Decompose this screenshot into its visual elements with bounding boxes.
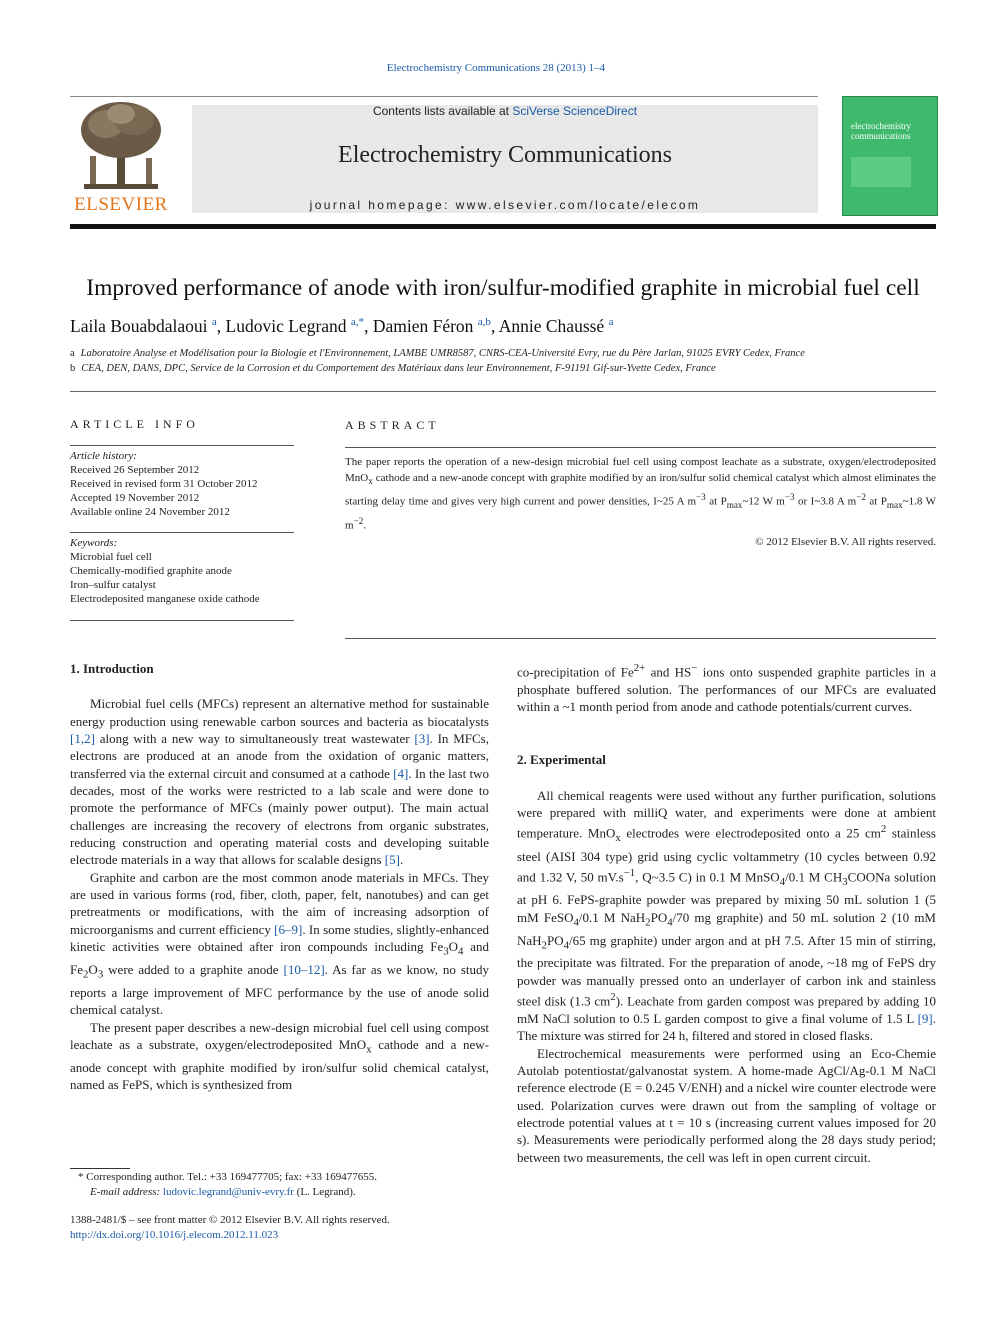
citation-link[interactable]: [3] bbox=[414, 731, 430, 747]
author-name: Laila Bouabdalaoui bbox=[70, 316, 208, 336]
email-suffix: (L. Legrand). bbox=[296, 1186, 356, 1198]
publisher-logo-text: ELSEVIER bbox=[74, 194, 168, 215]
asterisk-icon: * bbox=[78, 1171, 87, 1183]
section-heading-experimental: 2. Experimental bbox=[517, 752, 606, 768]
issn-line: 1388-2481/$ – see front matter © 2012 Elsevier B.V. All rights reserved. bbox=[70, 1214, 390, 1226]
divider bbox=[345, 638, 936, 639]
article-info bbox=[70, 417, 294, 621]
history-item: Available online 24 November 2012 bbox=[70, 506, 230, 519]
header-thick-rule bbox=[70, 224, 936, 229]
author-name: Ludovic Legrand bbox=[225, 316, 347, 336]
author-name: Damien Féron bbox=[372, 316, 474, 336]
keyword: Iron–sulfur catalyst bbox=[70, 578, 156, 591]
author-affiliation-mark[interactable]: a,* bbox=[350, 316, 365, 329]
keyword: Electrodeposited manganese oxide cathode bbox=[70, 592, 260, 605]
contents-prefix: Contents lists available at bbox=[372, 104, 513, 118]
affiliation bbox=[70, 363, 716, 374]
keyword: Microbial fuel cell bbox=[70, 550, 152, 563]
author-affiliation-mark[interactable]: a bbox=[211, 316, 217, 329]
paragraph: Graphite and carbon are the most common anode materials in MFCs. They are used in various forms (rod, fiber, cloth, paper, felt, nanotubes) and can get pretreatments or modifications, with the aim of increasing adsorption of microorganisms and current efficiency [6–9]. In some studies, slightly-enhanced kinetic activities were obtained after iron compounds including $Fe_3O_4$ and $Fe_2O_3$ were added to a graphite anode [10–12]. As far as we know, no study reports a large improvement of MFC performance by the use of anode solid chemical catalyst. bbox=[70, 869, 490, 1018]
corresponding-text: Corresponding author. Tel.: +33 169477705; fax: +33 169477655. bbox=[86, 1171, 377, 1183]
abstract bbox=[345, 417, 936, 639]
body-column-left bbox=[70, 660, 489, 1094]
sciencedirect-link[interactable]: SciVerse ScienceDirect bbox=[512, 104, 638, 118]
header-top-rule bbox=[70, 96, 818, 97]
author-affiliation-mark[interactable]: a,b bbox=[477, 316, 491, 329]
history-item: Accepted 19 November 2012 bbox=[70, 492, 200, 505]
journal-title: Electrochemistry Communications bbox=[338, 142, 672, 168]
history-item: Received 26 September 2012 bbox=[70, 464, 200, 477]
keyword: Chemically-modified graphite anode bbox=[70, 564, 232, 577]
paragraph: The present paper describes a new-design microbial fuel cell using compost leachate as a substrate, oxygen/electrodeposited MnO$_x$ cathode and a new-anode concept with graphite modified by iron/sulfur solid chemical catalyst, named as FePS, which is synthesized from bbox=[70, 1019, 489, 1093]
affiliation-mark: a bbox=[70, 348, 75, 359]
citation-link[interactable]: [6–9] bbox=[274, 921, 303, 937]
divider bbox=[70, 532, 294, 533]
citation-link[interactable]: [1,2] bbox=[70, 731, 95, 747]
abstract-text: The paper reports the operation of a new-design microbial fuel cell using compost leachate as a substrate, oxygen/electrodeposited MnO$_x$ cathode and a new-anode concept with graphite modified by an iron/sulfur solid chemical catalyst which almost eliminates the starting delay time and gives very high current and power densities, I~25 A $m^{-3}$ at $P_{max}\sim 12$ W $m^{-3}$ or I~3.8 A $m^{-2}$ at $P_{max}\sim 1.8$ W $m^{-2}$. bbox=[345, 456, 936, 532]
paragraph: All chemical reagents were used without any further purification, solutions were prepared with milliQ water, and experiments were done at ambient temperature. MnO$_x$ electrodes were electrodeposited onto a 25 $cm^2$ stainless steel (AISI 304 type) grid using cyclic voltammetry (10 cycles between 0.92 and 1.32 V, 50 $mV.s^{-1}$, Q~3.5 C) in 0.1 M MnSO$_4$/0.1 M $CH_3COONa$ solution at pH 6. FePS-graphite powder was prepared by mixing 50 mL solution 1 (5 mM FeSO$_4$/0.1 M $NaH_2PO_4/70$ mg graphite) and 50 mL solution 2 (10 mM $NaH_2PO_4/65$ mg graphite) under argon and at pH 7.5. After 15 min of stirring, the precipitate was filtrated. For the preparation of anode, ~18 mg of FePS dry powder was manually pressed onto an underlayer of carbon ink and stainless steel disk (1.3 $cm^2$). Leachate from garden compost was prepared by adding 10 mM NaCl solution to 0.5 L garden compost to give a final volume of 1.5 L [9]. The mixture was stirred for 24 h, filtered and stored in closed flasks. bbox=[517, 787, 936, 1044]
email-line bbox=[70, 1185, 489, 1200]
footnote bbox=[70, 1170, 489, 1200]
cover-decoration bbox=[851, 157, 911, 187]
tree-icon bbox=[70, 96, 172, 192]
info-top-rule bbox=[70, 391, 936, 392]
divider bbox=[70, 620, 294, 621]
email-link[interactable]: ludovic.legrand@univ-evry.fr bbox=[162, 1186, 294, 1198]
footnote-rule bbox=[70, 1168, 130, 1169]
citation-link[interactable]: [5] bbox=[384, 852, 400, 868]
author-list: Laila Bouabdalaoui $^a$, Ludovic Legrand $^{a,*}$, Damien Féron $^{a,b}$, Annie Chaussé $^a$ bbox=[70, 316, 614, 336]
article-info-heading: ARTICLE INFO bbox=[70, 417, 199, 431]
history-item: Received in revised form 31 October 2012 bbox=[70, 478, 258, 491]
journal-homepage[interactable]: journal homepage: www.elsevier.com/locate/elecom bbox=[309, 198, 701, 212]
journal-reference[interactable]: Electrochemistry Communications 28 (2013) 1–4 bbox=[386, 62, 606, 74]
divider bbox=[70, 445, 294, 446]
abstract-copyright: © 2012 Elsevier B.V. All rights reserved. bbox=[755, 535, 936, 548]
doi-link[interactable]: http://dx.doi.org/10.1016/j.elecom.2012.11.023 bbox=[70, 1229, 279, 1241]
keywords-label: Keywords: bbox=[70, 536, 118, 549]
paragraph: Microbial fuel cells (MFCs) represent an alternative method for sustainable energy production using renewable carbon sources and bacteria as biocatalysts [1,2] along with a new way to simultaneously treat wastewater [3]. In MFCs, electrons are produced at an anode from the oxidation of organic matters, transferred via the external circuit and consumed at a cathode [4]. In the last two decades, most of the works were restricted to a lab scale and were done to promote the performance of MFCs (mainly power output). The main actual challenges are increasing the recovery of electrons from organic substrates, reducing construction and operating material costs and developing suitable electrode materials in a way that allows for scalable designs [5]. bbox=[70, 696, 490, 868]
author-name: Annie Chaussé bbox=[498, 316, 605, 336]
affiliation bbox=[70, 348, 805, 359]
divider bbox=[345, 447, 936, 448]
citation-link[interactable]: [10–12] bbox=[283, 962, 325, 978]
affiliation-mark: b bbox=[70, 363, 76, 374]
cover-title: electrochemistry communications bbox=[851, 121, 911, 141]
corresponding-author-note bbox=[70, 1170, 489, 1185]
affiliation-text: CEA, DEN, DANS, DPC, Service de la Corrosion et du Comportement des Matériaux dans leur Environnement, F-91191 Gif-sur-Yvette Cedex, France bbox=[81, 363, 716, 374]
citation-link[interactable]: [9] bbox=[917, 1010, 933, 1026]
email-label: E-mail address: bbox=[90, 1186, 161, 1198]
contents-line bbox=[192, 104, 818, 118]
paragraph: co-precipitation of $Fe^{2+}$ and HS− ions onto suspended graphite particles in a phosphate buffered solution. The performances of our MFCs are evaluated within a ~1 month period from anode and cathode potentials/current curves. bbox=[517, 662, 937, 715]
body-column-right bbox=[517, 660, 936, 1166]
paragraph: Electrochemical measurements were performed using an Eco-Chemie Autolab potentiostat/galvanostat system. A home-made AgCl/Ag-0.1 M NaCl reference electrode (E = 0.245 V/ENH) and a nickel wire counter electrode were used. Polarization curves were drawn out from the sampling of voltage or electrode potential values at t = 10 s (increasing current values imposed for 20 s). Measurements were periodically performed along the 28 days study period; between two measurements, the cell was left in open current circuit. bbox=[517, 1045, 936, 1165]
author-affiliation-mark[interactable]: a bbox=[608, 316, 614, 329]
journal-cover-thumbnail bbox=[842, 96, 938, 216]
abstract-heading: ABSTRACT bbox=[345, 418, 440, 432]
section-heading-introduction: 1. Introduction bbox=[70, 661, 154, 676]
issn-block bbox=[70, 1213, 390, 1243]
history-label: Article history: bbox=[70, 450, 137, 463]
elsevier-logo bbox=[70, 96, 172, 216]
citation-link[interactable]: [4] bbox=[393, 765, 409, 781]
paper-title: Improved performance of anode with iron/sulfur-modified graphite in microbial fuel cell bbox=[86, 275, 920, 301]
affiliation-text: Laboratoire Analyse et Modélisation pour la Biologie et l'Environnement, LAMBE UMR8587, CNRS-CEA-Université Evry, rue du Père Jarlan, 91025 EVRY Cedex, France bbox=[80, 348, 805, 359]
